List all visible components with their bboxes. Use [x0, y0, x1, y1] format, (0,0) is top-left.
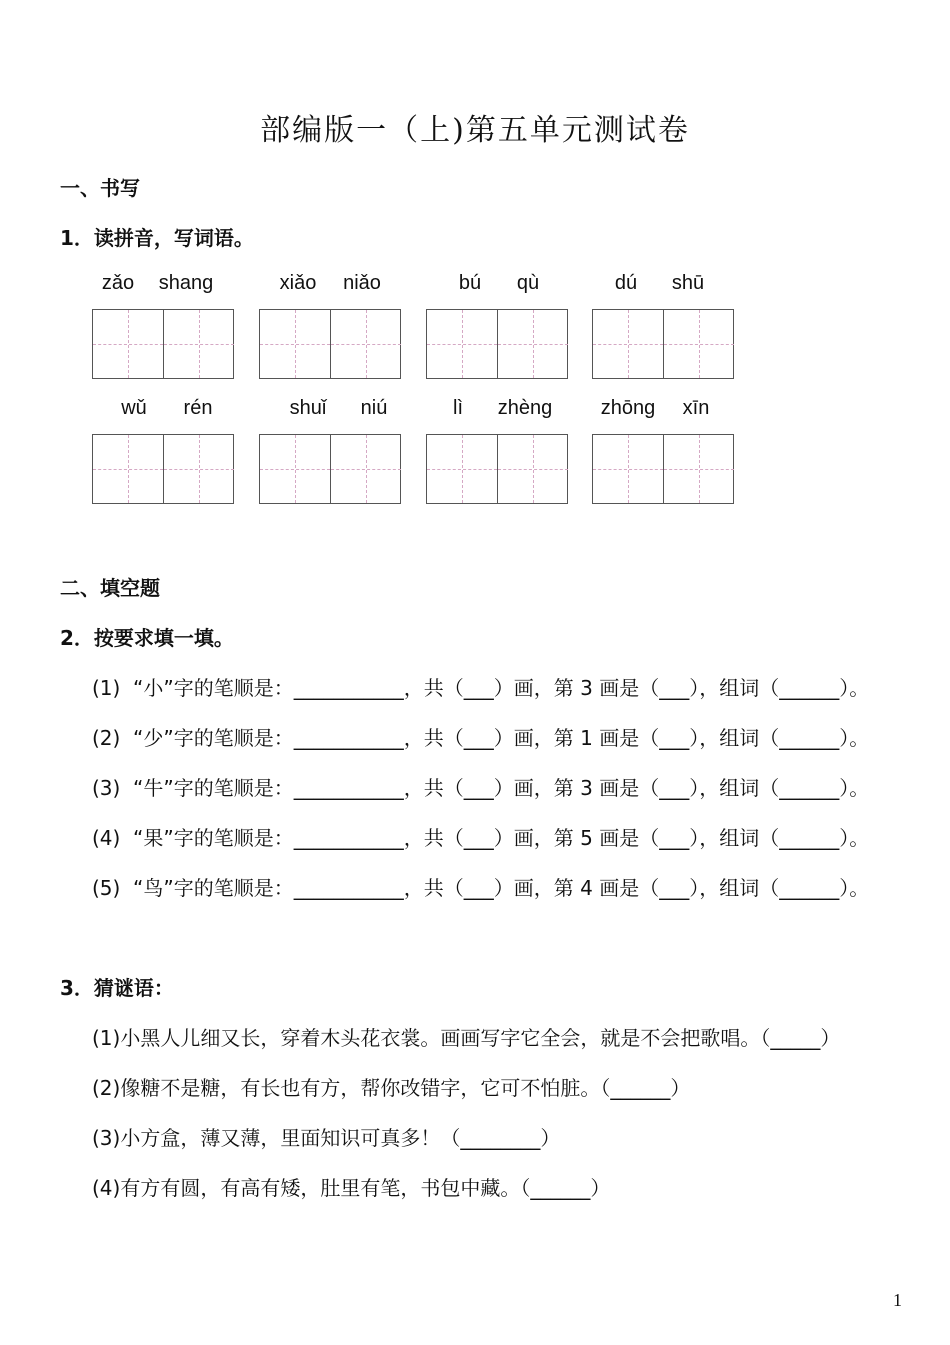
pinyin: shū: [671, 272, 705, 294]
riddle-line[interactable]: (1)小黑人儿细又长，穿着木头花衣裳。画画写字它全会，就是不会把歌唱。（_____）: [92, 1026, 841, 1050]
pinyin: xīn: [682, 397, 710, 419]
fill-line[interactable]: (4) “果”字的笔顺是：___________，共（___）画，第 5 画是（___），组词（______）。: [92, 826, 870, 850]
pinyin: lì: [453, 397, 463, 419]
pinyin: wǔ: [121, 397, 147, 419]
riddle-line[interactable]: (2)像糖不是糖，有长也有方，帮你改错字，它可不怕脏。（______）: [92, 1076, 691, 1100]
pinyin: rén: [183, 397, 213, 419]
pinyin: niǎo: [343, 272, 381, 294]
fill-line[interactable]: (1) “小”字的笔顺是：___________，共（___）画，第 3 画是（___），组词（______）。: [92, 676, 870, 700]
pinyin: zhōng: [600, 397, 656, 419]
writing-box[interactable]: [592, 309, 734, 379]
page-title: 部编版一（上)第五单元测试卷: [260, 113, 690, 148]
riddle-line[interactable]: (4)有方有圆，有高有矮，肚里有笔，书包中藏。（______）: [92, 1176, 611, 1200]
writing-box[interactable]: [259, 309, 401, 379]
section-heading-writing: 一、书写: [60, 176, 140, 200]
pinyin: zhèng: [497, 397, 553, 419]
writing-box[interactable]: [592, 434, 734, 504]
writing-box[interactable]: [92, 309, 234, 379]
pinyin: bú: [458, 272, 482, 294]
page-number: 1: [893, 1290, 902, 1310]
writing-box[interactable]: [426, 309, 568, 379]
pinyin-row-1: [92, 272, 792, 302]
riddle-line[interactable]: (3)小方盒，薄又薄，里面知识可真多！（________）: [92, 1126, 561, 1150]
pinyin: niú: [360, 397, 388, 419]
question-1-heading: 1．读拼音，写词语。: [60, 226, 254, 250]
writing-grid-row-2: [92, 434, 792, 506]
question-3-heading: 3．猜谜语：: [60, 976, 174, 1000]
writing-grid-row-1: [92, 309, 792, 381]
fill-line[interactable]: (3) “牛”字的笔顺是：___________，共（___）画，第 3 画是（___），组词（______）。: [92, 776, 870, 800]
writing-box[interactable]: [92, 434, 234, 504]
writing-box[interactable]: [426, 434, 568, 504]
question-2-heading: 2．按要求填一填。: [60, 626, 234, 650]
pinyin: xiǎo: [279, 272, 317, 294]
pinyin: qù: [516, 272, 540, 294]
fill-line[interactable]: (2) “少”字的笔顺是：___________，共（___）画，第 1 画是（___），组词（______）。: [92, 726, 870, 750]
pinyin: shang: [158, 272, 214, 294]
pinyin: zǎo: [101, 272, 135, 294]
section-heading-fill-blank: 二、填空题: [60, 576, 160, 600]
fill-line[interactable]: (5) “鸟”字的笔顺是：___________，共（___）画，第 4 画是（___），组词（______）。: [92, 876, 870, 900]
pinyin: dú: [614, 272, 638, 294]
pinyin-row-2: [92, 397, 792, 427]
pinyin: shuǐ: [289, 397, 327, 419]
writing-box[interactable]: [259, 434, 401, 504]
